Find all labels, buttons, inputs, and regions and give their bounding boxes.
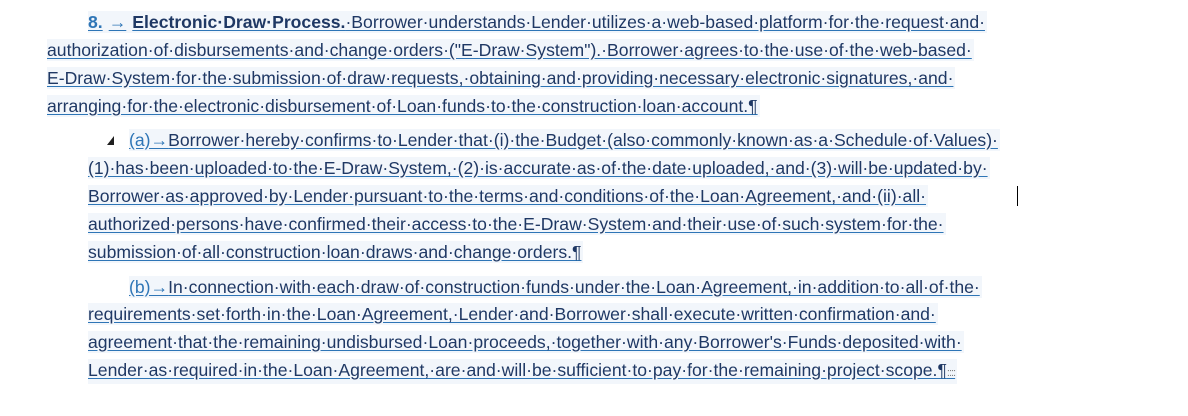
subsection-b-line-1[interactable] — [129, 276, 982, 298]
subsection-a-line-3[interactable]: Borrower·as·approved·by·Lender·pursuant·to·the·terms·and·conditions·of·the·Loan·Agreement,·and·(ii)·all· — [88, 186, 927, 206]
subsection-a-label: (a)→ — [129, 130, 169, 150]
end-of-cell-mark: :::: — [946, 367, 956, 379]
subsection-b-line-2[interactable]: requirements·set·forth·in·the·Loan·Agreement,·Lender·and·Borrower·shall·execute·written·confirmation·and· — [88, 304, 936, 324]
subsection-a-line-5[interactable]: submission·of·all·construction·loan·draws·and·change·orders.¶ — [88, 242, 582, 262]
subsection-b-line-4[interactable] — [88, 359, 957, 384]
subsection-b-text: In·connection·with·each·draw·of·construction·funds·under·the·Loan·Agreement,·in·addition·to·all·of·the· — [168, 277, 980, 297]
subsection-a-line-2[interactable]: (1)·has·been·uploaded·to·the·E-Draw·System,·(2)·is·accurate·as·of·the·date·uploaded,·and·(3)·will·be·updated·by· — [88, 158, 988, 178]
subsection-b-text-end: Lender·as·required·in·the·Loan·Agreement,·are·and·will·be·sufficient·to·pay·for·the·remaining·project·scope.¶ — [88, 360, 947, 380]
section-heading: Electronic·Draw·Process. — [132, 12, 346, 32]
section-8-line-3[interactable]: E-Draw·System·for·the·submission·of·draw·requests,·obtaining·and·providing·necessary·electronic·signatures,·and· — [47, 68, 954, 88]
subsection-b-line-3[interactable]: agreement·that·the·remaining·undisbursed·Loan·proceeds,·together·with·any·Borrower's·Funds·deposited·with· — [88, 332, 962, 352]
subsection-a-text: Borrower·hereby·confirms·to·Lender·that·(i)·the·Budget·(also·commonly·known·as·a·Schedule·of·Values)· — [168, 130, 998, 150]
text-cursor — [1017, 186, 1018, 206]
section-8-line-2[interactable]: authorization·of·disbursements·and·change·orders·("E-Draw·System").·Borrower·agrees·to·the·use·of·the·web-based· — [47, 40, 972, 60]
section-8-line-1[interactable] — [88, 11, 987, 33]
tab-arrow: → — [108, 12, 127, 32]
subsection-a-line-4[interactable]: authorized·persons·have·confirmed·their·access·to·the·E-Draw·System·and·their·use·of·such·system·for·the· — [88, 214, 944, 234]
section-number: 8. — [88, 12, 103, 32]
subsection-a-line-1[interactable] — [129, 129, 1000, 151]
section-8-line-4[interactable]: arranging·for·the·electronic·disbursement·of·Loan·funds·to·the·construction·loan·account.¶ — [47, 96, 758, 116]
collapse-triangle-icon[interactable] — [107, 136, 114, 145]
section-text: ·Borrower·understands·Lender·utilizes·a·web-based·platform·for·the·request·and· — [345, 12, 985, 32]
subsection-b-label: (b)→ — [129, 277, 169, 297]
